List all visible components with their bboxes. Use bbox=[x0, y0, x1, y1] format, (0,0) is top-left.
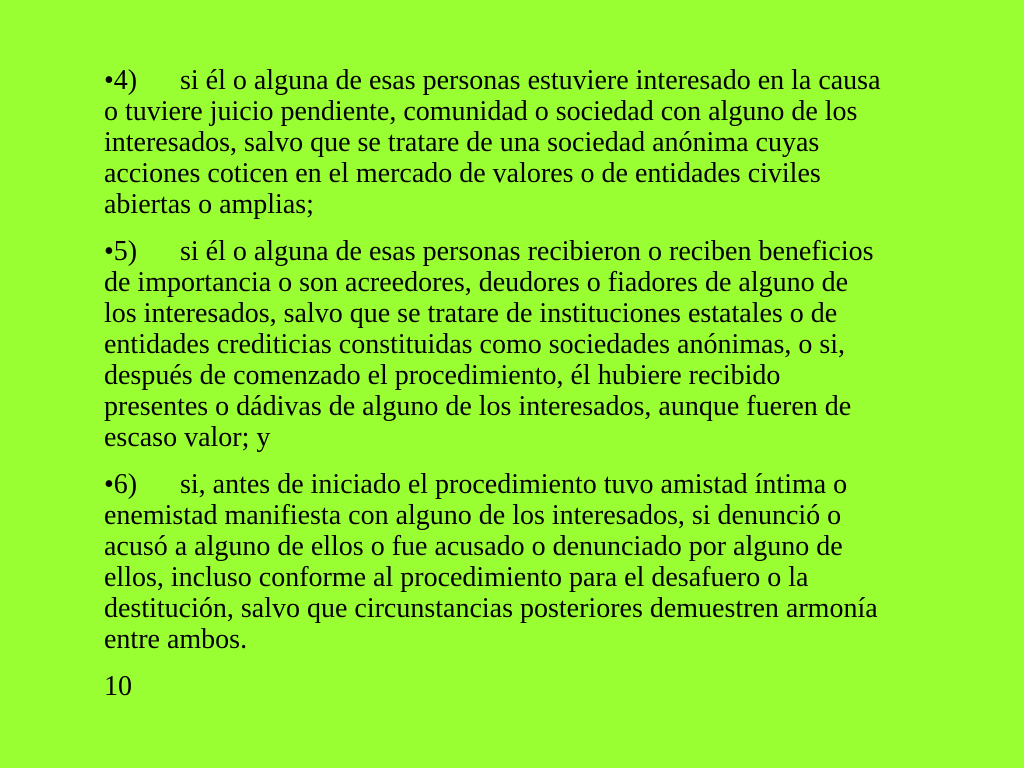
paragraph-first-line bbox=[104, 469, 984, 500]
paragraph-line-text: si él o alguna de esas personas recibieron o reciben beneficios bbox=[180, 236, 874, 267]
list-marker: •4) bbox=[104, 65, 138, 96]
paragraph-line: ellos, incluso conforme al procedimiento para el desafuero o la bbox=[104, 562, 809, 593]
slide-body bbox=[104, 65, 984, 702]
paragraph-first-line bbox=[104, 236, 984, 267]
paragraph-line: entre ambos. bbox=[104, 624, 248, 655]
paragraph-line: los interesados, salvo que se tratare de instituciones estatales o de bbox=[104, 298, 838, 329]
list-item bbox=[104, 236, 984, 453]
list-item bbox=[104, 469, 984, 655]
paragraph-line: después de comenzado el procedimiento, él hubiere recibido bbox=[104, 360, 781, 391]
paragraph-line-text: si, antes de iniciado el procedimiento tuvo amistad íntima o bbox=[180, 469, 848, 500]
paragraph-line: de importancia o son acreedores, deudores o fiadores de alguno de bbox=[104, 267, 849, 298]
paragraph-line: acciones coticen en el mercado de valores o de entidades civiles bbox=[104, 158, 821, 189]
paragraph-line: presentes o dádivas de alguno de los interesados, aunque fueren de bbox=[104, 391, 852, 422]
list-marker: •6) bbox=[104, 469, 138, 500]
page-number: 10 bbox=[104, 671, 132, 702]
paragraph-line: enemistad manifiesta con alguno de los interesados, si denunció o bbox=[104, 500, 842, 531]
list-marker: •5) bbox=[104, 236, 138, 267]
paragraph-line: acusó a alguno de ellos o fue acusado o denunciado por alguno de bbox=[104, 531, 843, 562]
paragraph-line: abiertas o amplias; bbox=[104, 189, 314, 220]
paragraph-line: escaso valor; y bbox=[104, 422, 271, 453]
paragraph-line: o tuviere juicio pendiente, comunidad o sociedad con alguno de los bbox=[104, 96, 858, 127]
paragraph-line-text: si él o alguna de esas personas estuviere interesado en la causa bbox=[180, 65, 881, 96]
paragraph-line: interesados, salvo que se tratare de una sociedad anónima cuyas bbox=[104, 127, 820, 158]
paragraph-line: entidades crediticias constituidas como sociedades anónimas, o si, bbox=[104, 329, 846, 360]
list-item bbox=[104, 65, 984, 220]
paragraph-first-line bbox=[104, 65, 984, 96]
paragraph-line: destitución, salvo que circunstancias posteriores demuestren armonía bbox=[104, 593, 878, 624]
